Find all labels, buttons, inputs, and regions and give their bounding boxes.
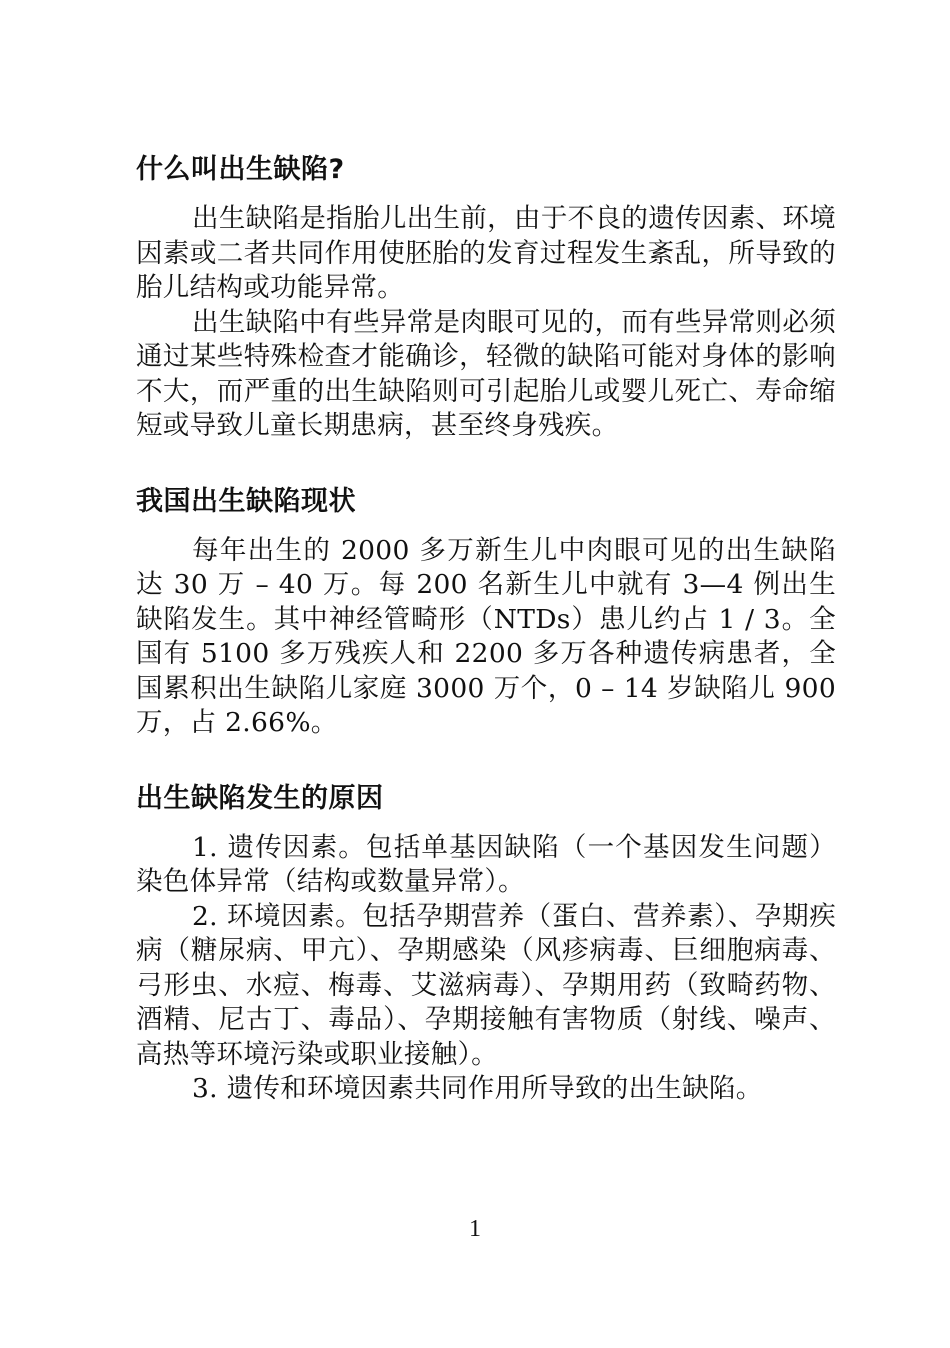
page-number: 1 [469, 1216, 481, 1242]
section-heading-what-is: 什么叫出生缺陷? [136, 154, 345, 185]
paragraph: 每年出生的 2000 多万新生儿中肉眼可见的出生缺陷达 30 万 – 40 万。每 200 名新生儿中就有 3—4 例出生缺陷发生。其中神经管畸形（NTDs）患儿约占 1 / 3。全国有 5100 多万残疾人和 2200 多万各种遗传病患者，全国累积出生缺陷儿家庭 3000 万个，0 – 14 岁缺陷儿 900 万，占 2.66%。 [136, 534, 836, 738]
paragraph: 出生缺陷是指胎儿出生前，由于不良的遗传因素、环境因素或二者共同作用使胚胎的发育过程发生紊乱，所导致的胎儿结构或功能异常。 [136, 203, 836, 303]
section-heading-causes: 出生缺陷发生的原因 [136, 782, 384, 814]
section-heading-status: 我国出生缺陷现状 [136, 485, 356, 517]
list-item: 1. 遗传因素。包括单基因缺陷（一个基因发生问题）染色体异常（结构或数量异常）。 [136, 831, 836, 897]
paragraph: 出生缺陷中有些异常是肉眼可见的，而有些异常则必须通过某些特殊检查才能确诊，轻微的缺陷可能对身体的影响不大，而严重的出生缺陷则可引起胎儿或婴儿死亡、寿命缩短或导致儿童长期患病，甚至终身残疾。 [136, 306, 836, 441]
list-item: 2. 环境因素。包括孕期营养（蛋白、营养素）、孕期疾病（糖尿病、甲亢）、孕期感染（风疹病毒、巨细胞病毒、弓形虫、水痘、梅毒、艾滋病毒）、孕期用药（致畸药物、酒精、尼古丁、毒品）、孕期接触有害物质（射线、噪声、高热等环境污染或职业接触）。 [136, 900, 836, 1070]
list-item: 3. 遗传和环境因素共同作用所导致的出生缺陷。 [192, 1073, 763, 1104]
document-body [136, 150, 836, 1107]
